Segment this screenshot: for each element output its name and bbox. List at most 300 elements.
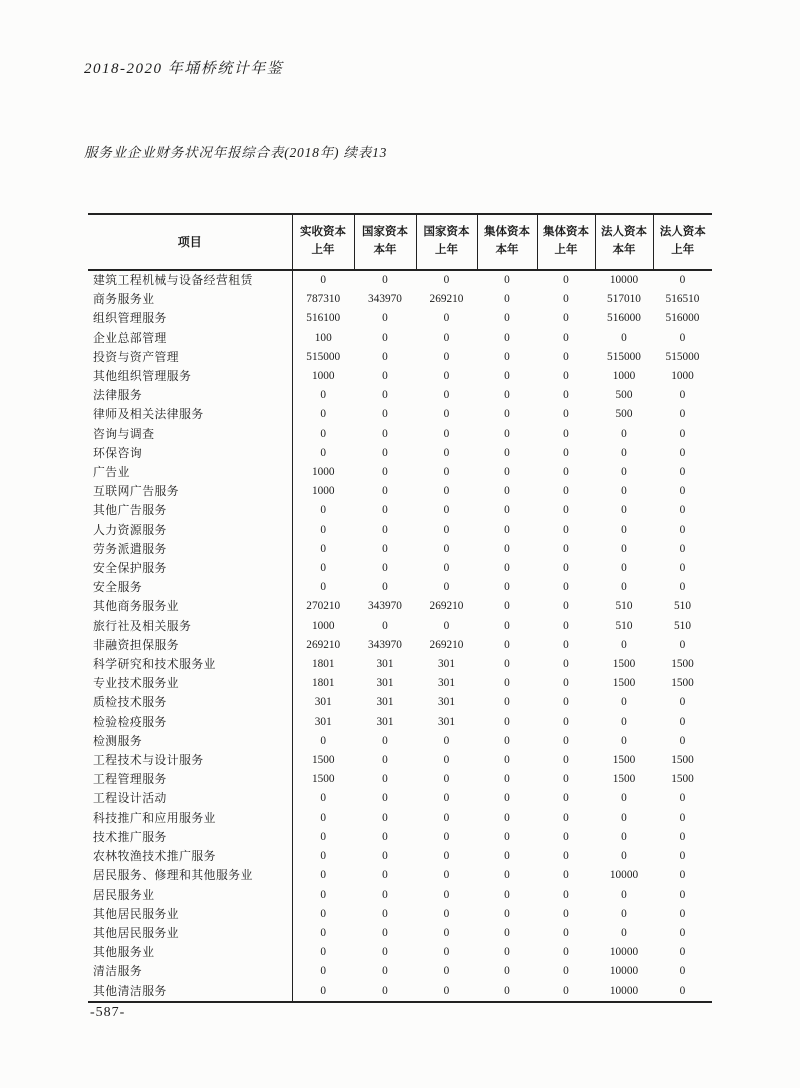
row-item-label: 工程管理服务 [88, 770, 292, 789]
row-item-label: 农林牧渔技术推广服务 [88, 847, 292, 866]
row-value: 0 [504, 581, 510, 594]
row-value: 0 [320, 850, 327, 863]
row-value: 0 [504, 677, 510, 690]
row-value: 0 [504, 485, 510, 498]
row-value: 343970 [368, 293, 402, 306]
row-value: 0 [443, 542, 450, 555]
row-value: 0 [679, 408, 686, 421]
row-value: 510 [674, 619, 691, 632]
row-value: 0 [563, 389, 569, 402]
column-header-line2: 上年 [671, 244, 695, 256]
row-value: 0 [443, 926, 450, 939]
table-row [88, 847, 712, 866]
row-value: 1500 [612, 677, 636, 690]
table-row [88, 751, 712, 770]
row-value: 0 [320, 446, 327, 459]
row-value: 0 [621, 696, 627, 709]
row-value: 0 [504, 696, 510, 709]
row-value: 517010 [607, 293, 641, 306]
row-value: 0 [563, 350, 569, 363]
row-value: 0 [504, 658, 510, 671]
column-header-item: 项目 [88, 214, 292, 270]
row-value: 0 [563, 542, 569, 555]
table-row [88, 309, 712, 328]
row-value: 0 [504, 984, 510, 997]
row-value: 0 [563, 485, 569, 498]
row-value: 0 [443, 408, 450, 421]
column-header-line2: 本年 [612, 244, 636, 256]
row-value: 0 [504, 811, 510, 824]
row-value: 301 [376, 677, 394, 690]
row-value: 0 [621, 907, 627, 920]
row-value: 0 [621, 504, 627, 517]
row-value: 0 [504, 869, 510, 882]
row-value: 0 [504, 293, 510, 306]
row-value: 0 [382, 408, 388, 421]
table-row [88, 924, 712, 943]
table-row [88, 732, 712, 751]
row-value: 0 [504, 427, 510, 440]
row-value: 0 [443, 946, 450, 959]
row-value: 301 [314, 696, 332, 709]
column-header-line1: 集体资本 [484, 226, 530, 239]
row-value: 0 [621, 581, 627, 594]
table-row [88, 559, 712, 578]
row-value: 270210 [306, 600, 341, 613]
row-value: 0 [563, 312, 569, 325]
row-value: 0 [443, 754, 450, 767]
row-value: 0 [382, 946, 388, 959]
row-value: 0 [443, 850, 450, 863]
row-value: 10000 [609, 965, 639, 978]
table-row [88, 386, 712, 405]
row-value: 0 [504, 830, 510, 843]
row-value: 0 [679, 869, 686, 882]
row-value: 0 [443, 734, 450, 747]
table-row [88, 828, 712, 847]
row-value: 0 [679, 811, 686, 824]
row-value: 1500 [311, 773, 335, 786]
row-value: 0 [504, 965, 510, 978]
row-value: 269210 [306, 638, 341, 651]
row-value: 0 [504, 562, 510, 575]
row-item-label: 咨询与调查 [88, 425, 292, 444]
row-value: 0 [679, 485, 686, 498]
row-item-label: 其他广告服务 [88, 501, 292, 520]
row-value: 0 [563, 773, 569, 786]
row-value: 343970 [368, 600, 402, 613]
page-number: -587- [90, 1005, 126, 1020]
row-value: 510 [615, 619, 633, 632]
table-row [88, 521, 712, 540]
table-row [88, 290, 712, 309]
row-value: 0 [563, 696, 569, 709]
row-value: 0 [504, 773, 510, 786]
row-value: 0 [443, 504, 450, 517]
row-item-label: 其他商务服务业 [88, 597, 292, 616]
row-value: 0 [563, 370, 569, 383]
row-value: 0 [443, 331, 450, 344]
column-header [537, 214, 595, 270]
row-value: 510 [615, 600, 633, 613]
row-value: 0 [504, 638, 510, 651]
column-header-line1: 实收资本 [300, 226, 346, 239]
row-value: 787310 [306, 293, 341, 306]
table-row [88, 655, 712, 674]
row-value: 510 [674, 600, 691, 613]
row-value: 0 [320, 946, 327, 959]
row-value: 301 [438, 677, 455, 690]
row-value: 0 [443, 389, 450, 402]
row-value: 0 [563, 523, 569, 536]
row-value: 1500 [671, 658, 694, 671]
row-value: 0 [382, 754, 388, 767]
row-value: 0 [443, 562, 450, 575]
row-item-label: 科学研究和技术服务业 [88, 655, 292, 674]
table-row [88, 329, 712, 348]
row-value: 0 [443, 466, 450, 479]
row-item-label: 居民服务、修理和其他服务业 [88, 866, 292, 885]
row-value: 515000 [665, 350, 700, 363]
row-value: 0 [382, 734, 388, 747]
column-header-line2: 本年 [495, 244, 519, 256]
row-value: 0 [443, 984, 450, 997]
row-value: 0 [504, 312, 510, 325]
row-value: 515000 [306, 350, 341, 363]
row-value: 0 [563, 600, 569, 613]
row-value: 0 [679, 792, 686, 805]
row-value: 0 [563, 792, 569, 805]
row-value: 0 [443, 830, 450, 843]
row-value: 0 [382, 581, 388, 594]
row-value: 0 [382, 562, 388, 575]
table-row [88, 866, 712, 885]
table-row [88, 982, 712, 1002]
row-value: 1000 [311, 485, 335, 498]
row-item-label: 质检技术服务 [88, 693, 292, 712]
row-value: 1000 [311, 466, 335, 479]
row-value: 0 [382, 523, 388, 536]
row-value: 0 [443, 312, 450, 325]
row-value: 0 [563, 869, 569, 882]
row-value: 0 [382, 542, 388, 555]
row-value: 0 [382, 370, 388, 383]
table-row [88, 405, 712, 424]
row-value: 0 [563, 466, 569, 479]
row-value: 0 [563, 581, 569, 594]
row-value: 0 [443, 370, 450, 383]
row-value: 0 [563, 830, 569, 843]
column-header [653, 214, 712, 270]
row-item-label: 互联网广告服务 [88, 482, 292, 501]
row-value: 0 [504, 542, 510, 555]
row-value: 0 [320, 926, 327, 939]
row-value: 0 [382, 504, 388, 517]
row-value: 0 [563, 562, 569, 575]
row-value: 0 [504, 331, 510, 344]
row-value: 0 [382, 830, 388, 843]
row-value: 0 [621, 331, 627, 344]
row-value: 0 [679, 965, 686, 978]
table-row [88, 578, 712, 597]
row-value: 0 [504, 907, 510, 920]
row-value: 0 [679, 581, 686, 594]
row-value: 0 [504, 274, 510, 286]
table-row [88, 348, 712, 367]
row-value: 0 [382, 850, 388, 863]
row-value: 0 [443, 485, 450, 498]
row-value: 0 [320, 869, 327, 882]
row-value: 0 [382, 312, 388, 325]
row-value: 0 [382, 811, 388, 824]
row-value: 1500 [671, 773, 694, 786]
row-value: 1500 [612, 754, 636, 767]
row-value: 0 [563, 331, 569, 344]
row-value: 0 [621, 542, 627, 555]
table-row [88, 693, 712, 712]
row-value: 0 [443, 619, 450, 632]
row-value: 0 [679, 946, 686, 959]
row-value: 0 [443, 907, 450, 920]
row-value: 0 [320, 504, 327, 517]
row-value: 0 [621, 792, 627, 805]
row-value: 1801 [311, 677, 335, 690]
row-value: 301 [376, 696, 394, 709]
row-value: 0 [504, 926, 510, 939]
row-value: 0 [382, 926, 388, 939]
row-value: 0 [504, 715, 510, 728]
row-value: 0 [382, 984, 388, 997]
row-item-label: 组织管理服务 [88, 309, 292, 328]
row-value: 0 [443, 773, 450, 786]
column-header-line2: 上年 [435, 244, 458, 256]
row-value: 0 [504, 888, 510, 901]
row-value: 0 [504, 946, 510, 959]
row-value: 301 [314, 715, 332, 728]
row-item-label: 法律服务 [88, 386, 292, 405]
row-value: 1000 [612, 370, 636, 383]
row-value: 0 [504, 792, 510, 805]
row-value: 0 [679, 850, 686, 863]
row-item-label: 检测服务 [88, 732, 292, 751]
row-item-label: 人力资源服务 [88, 521, 292, 540]
row-value: 0 [320, 562, 327, 575]
row-value: 0 [320, 542, 327, 555]
row-value: 0 [621, 638, 627, 651]
row-value: 269210 [429, 600, 464, 613]
row-value: 500 [615, 389, 633, 402]
row-value: 0 [563, 619, 569, 632]
column-header-line2: 上年 [311, 244, 335, 256]
row-value: 0 [679, 427, 686, 440]
row-item-label: 环保咨询 [88, 444, 292, 463]
table-row [88, 943, 712, 962]
row-value: 0 [563, 446, 569, 459]
row-item-label: 广告业 [88, 463, 292, 482]
table-row [88, 501, 712, 520]
row-value: 0 [679, 830, 686, 843]
row-value: 0 [563, 293, 569, 306]
row-value: 0 [382, 485, 388, 498]
row-value: 301 [376, 658, 394, 671]
row-item-label: 清洁服务 [88, 962, 292, 981]
row-value: 0 [382, 792, 388, 805]
row-value: 0 [320, 274, 327, 286]
row-value: 1500 [311, 754, 335, 767]
row-value: 0 [563, 274, 569, 286]
row-item-label: 商务服务业 [88, 290, 292, 309]
row-value: 516000 [665, 312, 700, 325]
row-value: 0 [443, 792, 450, 805]
row-value: 0 [382, 965, 388, 978]
row-value: 343970 [368, 638, 402, 651]
row-value: 0 [563, 965, 569, 978]
column-header-line1: 国家资本 [423, 226, 470, 239]
row-value: 0 [443, 274, 450, 286]
table-title: 服务业企业财务状况年报综合表(2018年) 续表13 [84, 145, 388, 160]
row-value: 1000 [311, 370, 335, 383]
table-header-row [88, 214, 712, 270]
table-row [88, 713, 712, 732]
row-value: 0 [382, 773, 388, 786]
row-value: 0 [563, 850, 569, 863]
column-header-line2: 本年 [373, 244, 397, 256]
row-value: 0 [563, 408, 569, 421]
row-value: 0 [679, 504, 686, 517]
row-item-label: 企业总部管理 [88, 329, 292, 348]
row-value: 0 [320, 888, 327, 901]
row-value: 1500 [671, 754, 694, 767]
row-value: 10000 [609, 869, 639, 882]
row-value: 301 [438, 696, 455, 709]
row-item-label: 律师及相关法律服务 [88, 405, 292, 424]
row-value: 0 [504, 734, 510, 747]
row-item-label: 非融资担保服务 [88, 636, 292, 655]
row-value: 0 [504, 446, 510, 459]
row-item-label: 科技推广和应用服务业 [88, 809, 292, 828]
row-value: 0 [563, 946, 569, 959]
row-value: 0 [320, 408, 327, 421]
row-value: 0 [563, 504, 569, 517]
row-value: 0 [621, 734, 627, 747]
row-value: 0 [621, 427, 627, 440]
row-item-label: 旅行社及相关服务 [88, 617, 292, 636]
column-header-line2: 上年 [554, 244, 578, 256]
row-value: 301 [438, 658, 455, 671]
row-value: 0 [504, 370, 510, 383]
table-body [88, 270, 712, 1002]
row-value: 516000 [607, 312, 641, 325]
row-value: 0 [563, 984, 569, 997]
statistics-table [88, 213, 712, 1003]
row-value: 0 [443, 965, 450, 978]
row-value: 0 [563, 715, 569, 728]
row-item-label: 其他组织管理服务 [88, 367, 292, 386]
row-value: 0 [679, 715, 686, 728]
row-value: 0 [320, 907, 327, 920]
row-item-label: 安全服务 [88, 578, 292, 597]
row-value: 0 [563, 754, 569, 767]
row-value: 0 [320, 734, 327, 747]
row-value: 0 [679, 638, 686, 651]
row-value: 10000 [609, 984, 639, 997]
row-value: 0 [563, 811, 569, 824]
row-value: 0 [443, 811, 450, 824]
row-value: 0 [679, 523, 686, 536]
row-value: 0 [443, 350, 450, 363]
row-value: 0 [504, 600, 510, 613]
table-row [88, 886, 712, 905]
column-header-line1: 集体资本 [543, 226, 589, 239]
row-value: 1801 [311, 658, 335, 671]
table-row [88, 540, 712, 559]
row-value: 0 [679, 984, 686, 997]
row-value: 0 [443, 581, 450, 594]
column-header-line1: 法人资本 [659, 226, 706, 239]
table-row [88, 444, 712, 463]
row-value: 301 [438, 715, 455, 728]
row-value: 10000 [609, 274, 639, 286]
table-row [88, 463, 712, 482]
book-title: 2018-2020 年埇桥统计年鉴 [84, 61, 284, 77]
row-value: 1000 [671, 370, 694, 383]
row-value: 269210 [429, 293, 464, 306]
row-item-label: 居民服务业 [88, 886, 292, 905]
table-row [88, 770, 712, 789]
row-item-label: 投资与资产管理 [88, 348, 292, 367]
row-value: 0 [504, 389, 510, 402]
table-row [88, 809, 712, 828]
column-header [595, 214, 653, 270]
row-item-label: 工程设计活动 [88, 789, 292, 808]
row-value: 515000 [607, 350, 641, 363]
row-value: 0 [563, 677, 569, 690]
row-value: 0 [621, 850, 627, 863]
row-value: 10000 [609, 946, 639, 959]
table-row [88, 905, 712, 924]
row-value: 0 [563, 658, 569, 671]
row-value: 0 [443, 427, 450, 440]
table-row [88, 482, 712, 501]
row-item-label: 专业技术服务业 [88, 674, 292, 693]
row-value: 0 [382, 350, 388, 363]
table-row [88, 367, 712, 386]
row-item-label: 劳务派遣服务 [88, 540, 292, 559]
row-value: 0 [679, 274, 686, 286]
column-header [354, 214, 416, 270]
row-value: 0 [679, 542, 686, 555]
row-value: 0 [563, 638, 569, 651]
row-value: 0 [504, 754, 510, 767]
row-item-label: 其他清洁服务 [88, 982, 292, 1002]
row-value: 301 [376, 715, 394, 728]
table-row [88, 617, 712, 636]
row-item-label: 建筑工程机械与设备经营租赁 [88, 270, 292, 290]
row-value: 269210 [429, 638, 464, 651]
row-value: 0 [382, 869, 388, 882]
row-value: 0 [621, 811, 627, 824]
row-value: 0 [382, 274, 388, 286]
row-value: 100 [314, 331, 332, 344]
row-value: 0 [679, 907, 686, 920]
row-value: 0 [382, 888, 388, 901]
row-value: 0 [679, 331, 686, 344]
row-value: 0 [563, 734, 569, 747]
row-value: 0 [320, 830, 327, 843]
table-row [88, 636, 712, 655]
row-value: 516510 [665, 293, 700, 306]
table-row [88, 270, 712, 290]
